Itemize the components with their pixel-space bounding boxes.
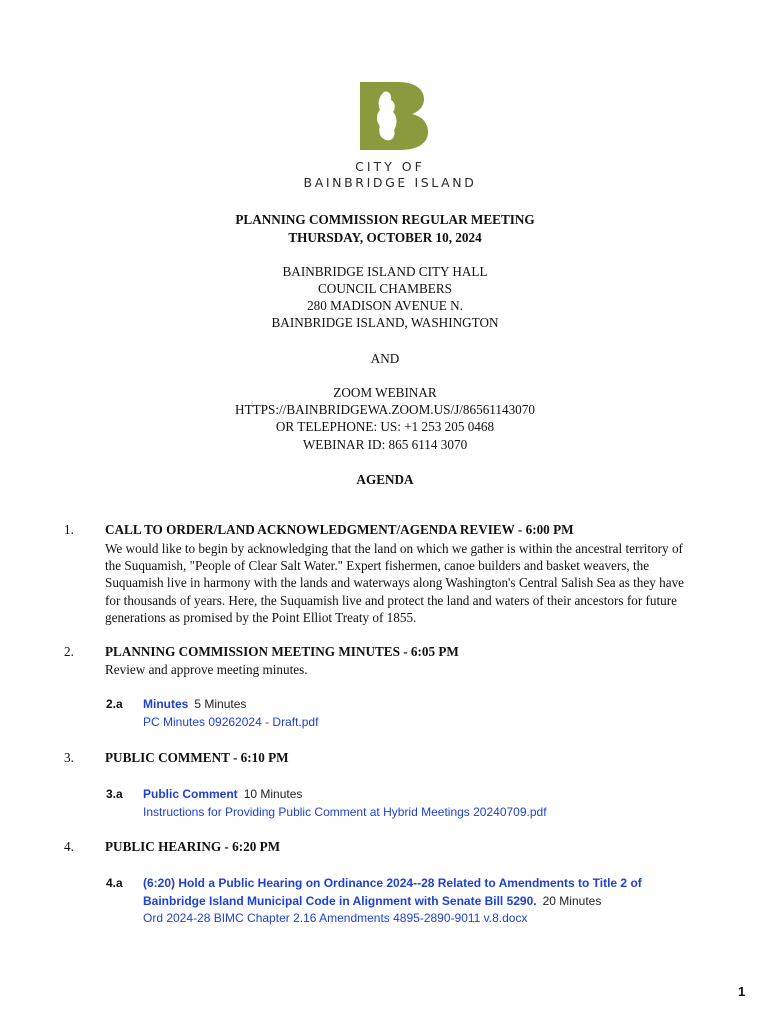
body-line: generations as promised by the Point Elliot Treaty of 1855. xyxy=(105,609,417,625)
sub-item-title-link[interactable]: Public Comment xyxy=(143,787,238,801)
item-title: PLANNING COMMISSION MEETING MINUTES - 6:05 PM xyxy=(105,644,459,659)
zoom-line-1: ZOOM WEBINAR xyxy=(333,385,437,400)
attachment-link[interactable]: Instructions for Providing Public Comment at Hybrid Meetings 20240709.pdf xyxy=(143,804,547,819)
bainbridge-b-logo-icon xyxy=(358,82,428,150)
sub-item-duration: 10 Minutes xyxy=(243,787,303,801)
body-line: Suquamish live in harmony with the lands and waterways along Washington's Central Salish Sea as they have xyxy=(105,575,685,591)
sub-item xyxy=(143,875,703,928)
item-number: 4. xyxy=(64,839,74,854)
item-number: 3. xyxy=(64,750,74,765)
and-text: AND xyxy=(370,351,400,366)
body-line: We would like to begin by acknowledging that the land on which we gather is within the ancestral territory of xyxy=(105,541,683,556)
sub-item-number: 2.a xyxy=(106,697,123,711)
sub-item-number: 4.a xyxy=(106,876,123,890)
item-description: Review and approve meeting minutes. xyxy=(105,662,308,677)
sub-item xyxy=(143,696,683,731)
meeting-title: PLANNING COMMISSION REGULAR MEETING xyxy=(235,212,535,227)
item-title: PUBLIC COMMENT - 6:10 PM xyxy=(105,750,289,765)
item-number: 2. xyxy=(64,644,74,659)
sub-item-duration: 20 Minutes xyxy=(542,893,602,908)
sub-item-title-link-continued[interactable]: Bainbridge Island Municipal Code in Alignment with Senate Bill 5290. xyxy=(143,893,537,908)
meeting-date: THURSDAY, OCTOBER 10, 2024 xyxy=(288,230,482,245)
item-number: 1. xyxy=(64,522,74,537)
zoom-link[interactable]: HTTPS://BAINBRIDGEWA.ZOOM.US/J/86561143070 xyxy=(235,402,535,417)
page-number: 1 xyxy=(738,984,746,999)
logo-text-city-of: CITY OF xyxy=(355,159,425,174)
item-title: CALL TO ORDER/LAND ACKNOWLEDGMENT/AGENDA REVIEW - 6:00 PM xyxy=(105,522,574,537)
location-line-4: BAINBRIDGE ISLAND, WASHINGTON xyxy=(271,315,499,330)
location-line-1: BAINBRIDGE ISLAND CITY HALL xyxy=(282,264,488,279)
sub-item-number: 3.a xyxy=(106,787,123,801)
sub-item-duration: 5 Minutes xyxy=(194,697,247,711)
attachment-link[interactable]: PC Minutes 09262024 - Draft.pdf xyxy=(143,714,319,729)
agenda-heading: AGENDA xyxy=(356,472,414,487)
body-line: for thousands of years. Here, the Suquamish live and protect the land and waters of their ancestors for future xyxy=(105,592,678,608)
body-line: the Suquamish, "People of Clear Salt Water." Expert fishermen, canoe builders and basket weavers, the xyxy=(105,558,650,574)
sub-item-title-link[interactable]: Minutes xyxy=(143,697,189,711)
zoom-telephone: OR TELEPHONE: US: +1 253 205 0468 xyxy=(275,419,495,434)
city-logo xyxy=(300,82,480,194)
location-line-2: COUNCIL CHAMBERS xyxy=(318,281,452,296)
location-line-3: 280 MADISON AVENUE N. xyxy=(307,298,463,313)
sub-item-title-link[interactable]: (6:20) Hold a Public Hearing on Ordinance 2024--28 Related to Amendments to Title 2 of xyxy=(143,876,642,890)
attachment-link[interactable]: Ord 2024-28 BIMC Chapter 2.16 Amendments 4895-2890-9011 v.8.docx xyxy=(143,911,528,926)
item-title: PUBLIC HEARING - 6:20 PM xyxy=(105,839,281,854)
land-acknowledgment-text xyxy=(105,540,715,626)
sub-item xyxy=(143,786,683,821)
webinar-id: WEBINAR ID: 865 6114 3070 xyxy=(302,437,468,452)
logo-text-bainbridge-island: BAINBRIDGE ISLAND xyxy=(303,175,477,190)
